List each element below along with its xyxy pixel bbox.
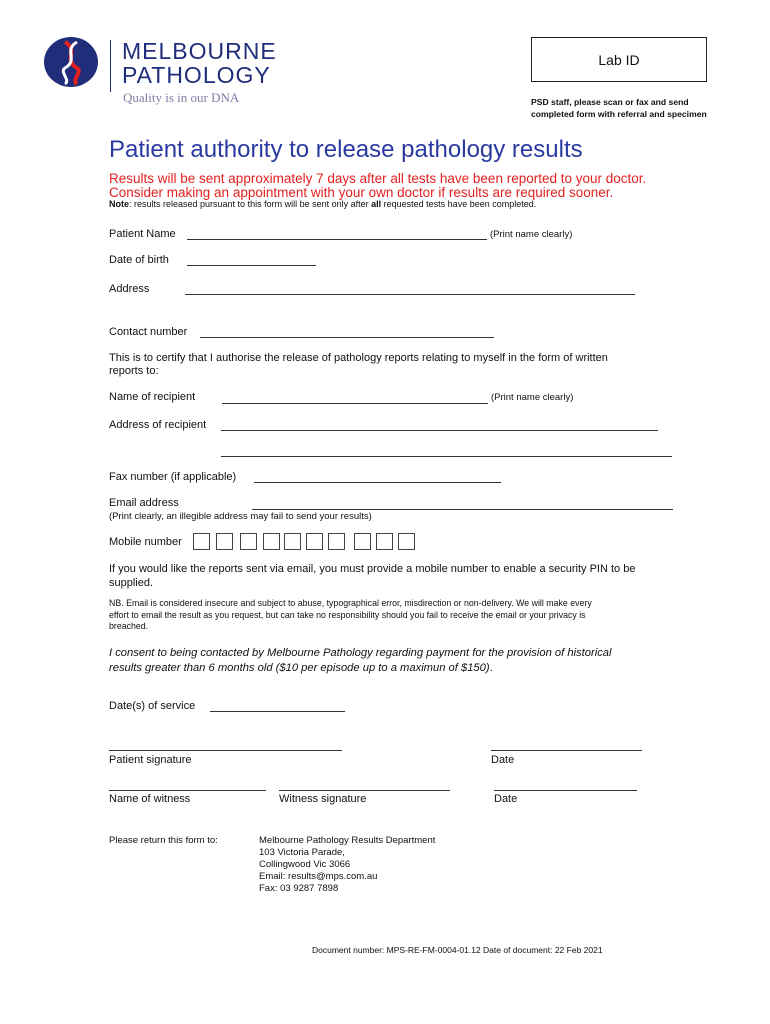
mobile-digit-box[interactable] bbox=[240, 533, 257, 550]
mobile-digit-box[interactable] bbox=[398, 533, 415, 550]
brand-tagline: Quality is in our DNA bbox=[123, 90, 240, 105]
patient-signature-field[interactable] bbox=[109, 750, 342, 751]
print-clearly-hint-2: (Print name clearly) bbox=[491, 392, 574, 403]
psd-note-line2: completed form with referral and specimen bbox=[531, 109, 707, 119]
witness-name-field[interactable] bbox=[109, 790, 266, 791]
return-email: Email: results@mps.com.au bbox=[259, 871, 378, 882]
mobile-digit-box[interactable] bbox=[284, 533, 301, 550]
psd-note bbox=[531, 96, 731, 120]
address-label: Address bbox=[109, 283, 150, 295]
fax-field[interactable] bbox=[254, 482, 501, 483]
dna-logo-icon bbox=[43, 36, 99, 88]
lab-id-box[interactable] bbox=[531, 37, 707, 82]
mobile-label: Mobile number bbox=[109, 536, 182, 548]
email-pin-text-line2: supplied. bbox=[109, 577, 154, 589]
consent-text-italic: results greater than 6 months old ($10 per episode up to a maximun of $150) bbox=[109, 662, 490, 674]
mobile-digit-box[interactable] bbox=[216, 533, 233, 550]
address-field[interactable] bbox=[185, 294, 635, 295]
page-title: Patient authority to release pathology results bbox=[109, 136, 583, 163]
email-label: Email address bbox=[109, 497, 179, 509]
patient-name-label: Patient Name bbox=[109, 228, 176, 240]
disclaimer-line3: breached. bbox=[109, 621, 149, 631]
mobile-digit-box[interactable] bbox=[306, 533, 323, 550]
logo-divider bbox=[110, 40, 111, 92]
appointment-notice: Consider making an appointment with your own doctor if results are required sooner. bbox=[109, 185, 614, 200]
certify-text-line1: This is to certify that I authorise the release of pathology reports relating to myself in the form of written bbox=[109, 352, 608, 364]
email-hint: (Print clearly, an illegible address may fail to send your results) bbox=[109, 511, 372, 522]
return-address bbox=[259, 835, 435, 895]
consent-text-line1: I consent to being contacted by Melbourne Pathology regarding payment for the provision of historical bbox=[109, 647, 612, 659]
recipient-address-field-1[interactable] bbox=[221, 430, 658, 431]
witness-date-label: Date bbox=[494, 793, 518, 805]
certify-text-line2: reports to: bbox=[109, 365, 159, 377]
mobile-digit-box[interactable] bbox=[263, 533, 280, 550]
return-street: 103 Victoria Parade, bbox=[259, 847, 345, 858]
patient-date-label: Date bbox=[491, 754, 515, 766]
dates-of-service-label: Date(s) of service bbox=[109, 700, 196, 712]
disclaimer-line1: NB. Email is considered insecure and subject to abuse, typographical error, misdirection or non-delivery. We will make every bbox=[109, 598, 592, 608]
patient-signature-label: Patient signature bbox=[109, 754, 192, 766]
note-text-after: requested tests have been completed. bbox=[381, 199, 537, 209]
email-security-disclaimer bbox=[109, 598, 592, 633]
email-pin-text-line1: If you would like the reports sent via email, you must provide a mobile number to enable a security PIN to be bbox=[109, 563, 636, 575]
dob-label: Date of birth bbox=[109, 254, 169, 266]
recipient-field[interactable] bbox=[222, 403, 488, 404]
mobile-digit-box[interactable] bbox=[328, 533, 345, 550]
patient-date-field[interactable] bbox=[491, 750, 642, 751]
document-number-footer: Document number: MPS-RE-FM-0004-01.12 Date of document: 22 Feb 2021 bbox=[312, 945, 603, 955]
note-text-before: : results released pursuant to this form will be sent only after bbox=[129, 199, 372, 209]
brand-name-line2: PATHOLOGY bbox=[122, 62, 271, 88]
return-label: Please return this form to: bbox=[109, 835, 218, 846]
note-text bbox=[109, 199, 536, 209]
witness-signature-label: Witness signature bbox=[279, 793, 367, 805]
note-bold-word: all bbox=[371, 199, 382, 209]
witness-date-field[interactable] bbox=[494, 790, 637, 791]
dob-field[interactable] bbox=[187, 265, 316, 266]
witness-signature-field[interactable] bbox=[279, 790, 450, 791]
witness-name-label: Name of witness bbox=[109, 793, 191, 805]
consent-text-end: . bbox=[489, 662, 493, 674]
patient-name-field[interactable] bbox=[187, 239, 487, 240]
recipient-address-label: Address of recipient bbox=[109, 419, 207, 431]
brand-name-line1: MELBOURNE bbox=[122, 38, 277, 64]
psd-note-line1: PSD staff, please scan or fax and send bbox=[531, 97, 689, 107]
recipient-address-field-2[interactable] bbox=[221, 456, 672, 457]
dates-of-service-field[interactable] bbox=[210, 711, 345, 712]
return-suburb: Collingwood Vic 3066 bbox=[259, 859, 351, 870]
disclaimer-line2: effort to email the result as you request, but can take no responsibility should you fail to receive the email or your privacy is bbox=[109, 609, 586, 620]
return-department: Melbourne Pathology Results Department bbox=[259, 835, 436, 846]
fax-label: Fax number (if applicable) bbox=[109, 471, 237, 483]
contact-label: Contact number bbox=[109, 326, 188, 338]
note-label: Note bbox=[109, 199, 129, 209]
email-field[interactable] bbox=[252, 509, 673, 510]
lab-id-label: Lab ID bbox=[598, 51, 640, 68]
return-fax: Fax: 03 9287 7898 bbox=[259, 883, 339, 894]
consent-text-line2 bbox=[109, 660, 493, 676]
mobile-digit-box[interactable] bbox=[193, 533, 210, 550]
recipient-label: Name of recipient bbox=[109, 391, 196, 403]
contact-field[interactable] bbox=[200, 337, 494, 338]
mobile-digit-box[interactable] bbox=[354, 533, 371, 550]
results-timing-notice: Results will be sent approximately 7 days after all tests have been reported to your doctor. bbox=[109, 171, 647, 186]
mobile-digit-box[interactable] bbox=[376, 533, 393, 550]
print-clearly-hint: (Print name clearly) bbox=[490, 229, 573, 240]
